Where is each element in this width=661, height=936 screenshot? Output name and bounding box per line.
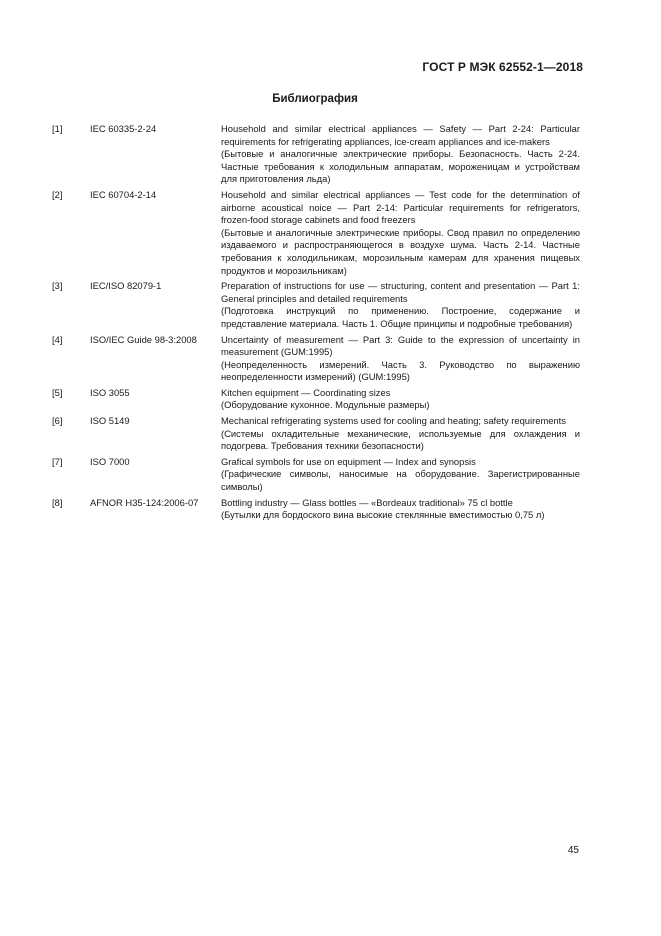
entry-standard-code: IEC/ISO 82079-1: [90, 280, 162, 292]
entry-number: [5]: [52, 386, 63, 398]
bibliography-entry: [52, 387, 580, 412]
entry-title-ru: (Системы охладительные механические, используемые для охлаждения и подогрева. Требования техники безопасности): [221, 427, 580, 452]
entry-title-ru: (Бытовые и аналогичные электрические приборы. Свод правил по определению издаваемого и распространяющегося в воздухе шума. Часть 2-14. Частные требования к холодильникам, морозильным камерам для хранения пищевых продуктов и морозильникам): [221, 226, 580, 276]
entry-description: [221, 334, 580, 384]
entry-standard-code: IEC 60335-2-24: [90, 123, 157, 134]
bibliography-entry: [52, 415, 580, 453]
entry-title-ru: (Графические символы, наносимые на оборудование. Зарегистрированные символы): [221, 468, 580, 493]
bibliography-entry: [52, 456, 580, 494]
entry-number: [2]: [52, 188, 63, 200]
bibliography-entry: [52, 334, 580, 384]
entry-number: [6]: [52, 415, 63, 427]
entry-standard-code: AFNOR H35-124:2006-07: [90, 496, 199, 508]
document-standard-code: ГОСТ Р МЭК 62552-1—2018: [422, 60, 583, 74]
entry-number: [8]: [52, 496, 63, 508]
entry-number: [3]: [52, 280, 63, 292]
entry-title-en: Grafical symbols for use on equipment — Index and synopsis: [221, 455, 476, 467]
entry-title-en: Mechanical refrigerating systems used for cooling and heating; safety requirements: [221, 415, 566, 427]
bibliography-entry: [52, 189, 580, 277]
page-number: 45: [567, 845, 579, 856]
bibliography-entry: [52, 280, 580, 330]
entry-title-en: Household and similar electrical appliances — Test code for the determination of airborne acoustical noice — Part 2-14: Particular requirements for refrigerators, frozen-food storage cabinets and food freezers: [221, 188, 580, 226]
entry-title-en: Preparation of instructions for use — structuring, content and presentation — Part 1: General principles and detailed requirements: [221, 280, 580, 304]
entry-standard-code: ISO 3055: [90, 386, 130, 398]
entry-number: [7]: [52, 455, 63, 467]
entry-title-ru: (Бутылки для бордоского вина высокие стеклянные вместимостью 0,75 л): [221, 509, 545, 521]
entry-description: [221, 387, 580, 412]
entry-standard-code: ISO 7000: [90, 455, 130, 467]
entry-number: [1]: [52, 123, 63, 134]
entry-description: [221, 497, 580, 522]
bibliography-entry: [52, 497, 580, 522]
page-title: Библиография: [272, 93, 358, 105]
entry-number: [4]: [52, 333, 63, 345]
entry-title-en: Household and similar electrical appliances — Safety — Part 2-24: Particular requirements for refrigerating appliances, ice-cream appliances and ice-makers: [221, 123, 580, 147]
entry-title-en: Uncertainty of measurement — Part 3: Guide to the expression of uncertainty in measurement (GUM:1995): [221, 333, 580, 358]
entry-standard-code: ISO/IEC Guide 98-3:2008: [90, 333, 197, 345]
bibliography-list: [52, 123, 580, 525]
entry-description: [221, 123, 580, 186]
entry-title-ru: (Неопределенность измерений. Часть 3. Руководство по выражению неопределенности измерений) (GUM:1995): [221, 358, 580, 383]
entry-standard-code: IEC 60704-2-14: [90, 188, 157, 200]
entry-standard-code: ISO 5149: [90, 415, 130, 427]
entry-title-en: Kitchen equipment — Coordinating sizes: [221, 386, 391, 398]
entry-title-en: Bottling industry — Glass bottles — «Bordeaux traditional» 75 cl bottle: [221, 496, 513, 508]
entry-title-ru: (Подготовка инструкций по применению. Построение, содержание и представление материала. Часть 1. Общие принципы и подробные требования): [221, 305, 580, 329]
entry-description: [221, 280, 580, 330]
bibliography-entry: [52, 123, 580, 186]
entry-title-ru: (Бытовые и аналогичные электрические приборы. Безопасность. Часть 2-24. Частные требования к холодильным аппаратам, мороженицам и устройствам для приготовления льда): [221, 148, 580, 185]
entry-description: [221, 415, 580, 453]
entry-description: [221, 456, 580, 494]
entry-title-ru: (Оборудование кухонное. Модульные размеры): [221, 399, 430, 411]
entry-description: [221, 189, 580, 277]
